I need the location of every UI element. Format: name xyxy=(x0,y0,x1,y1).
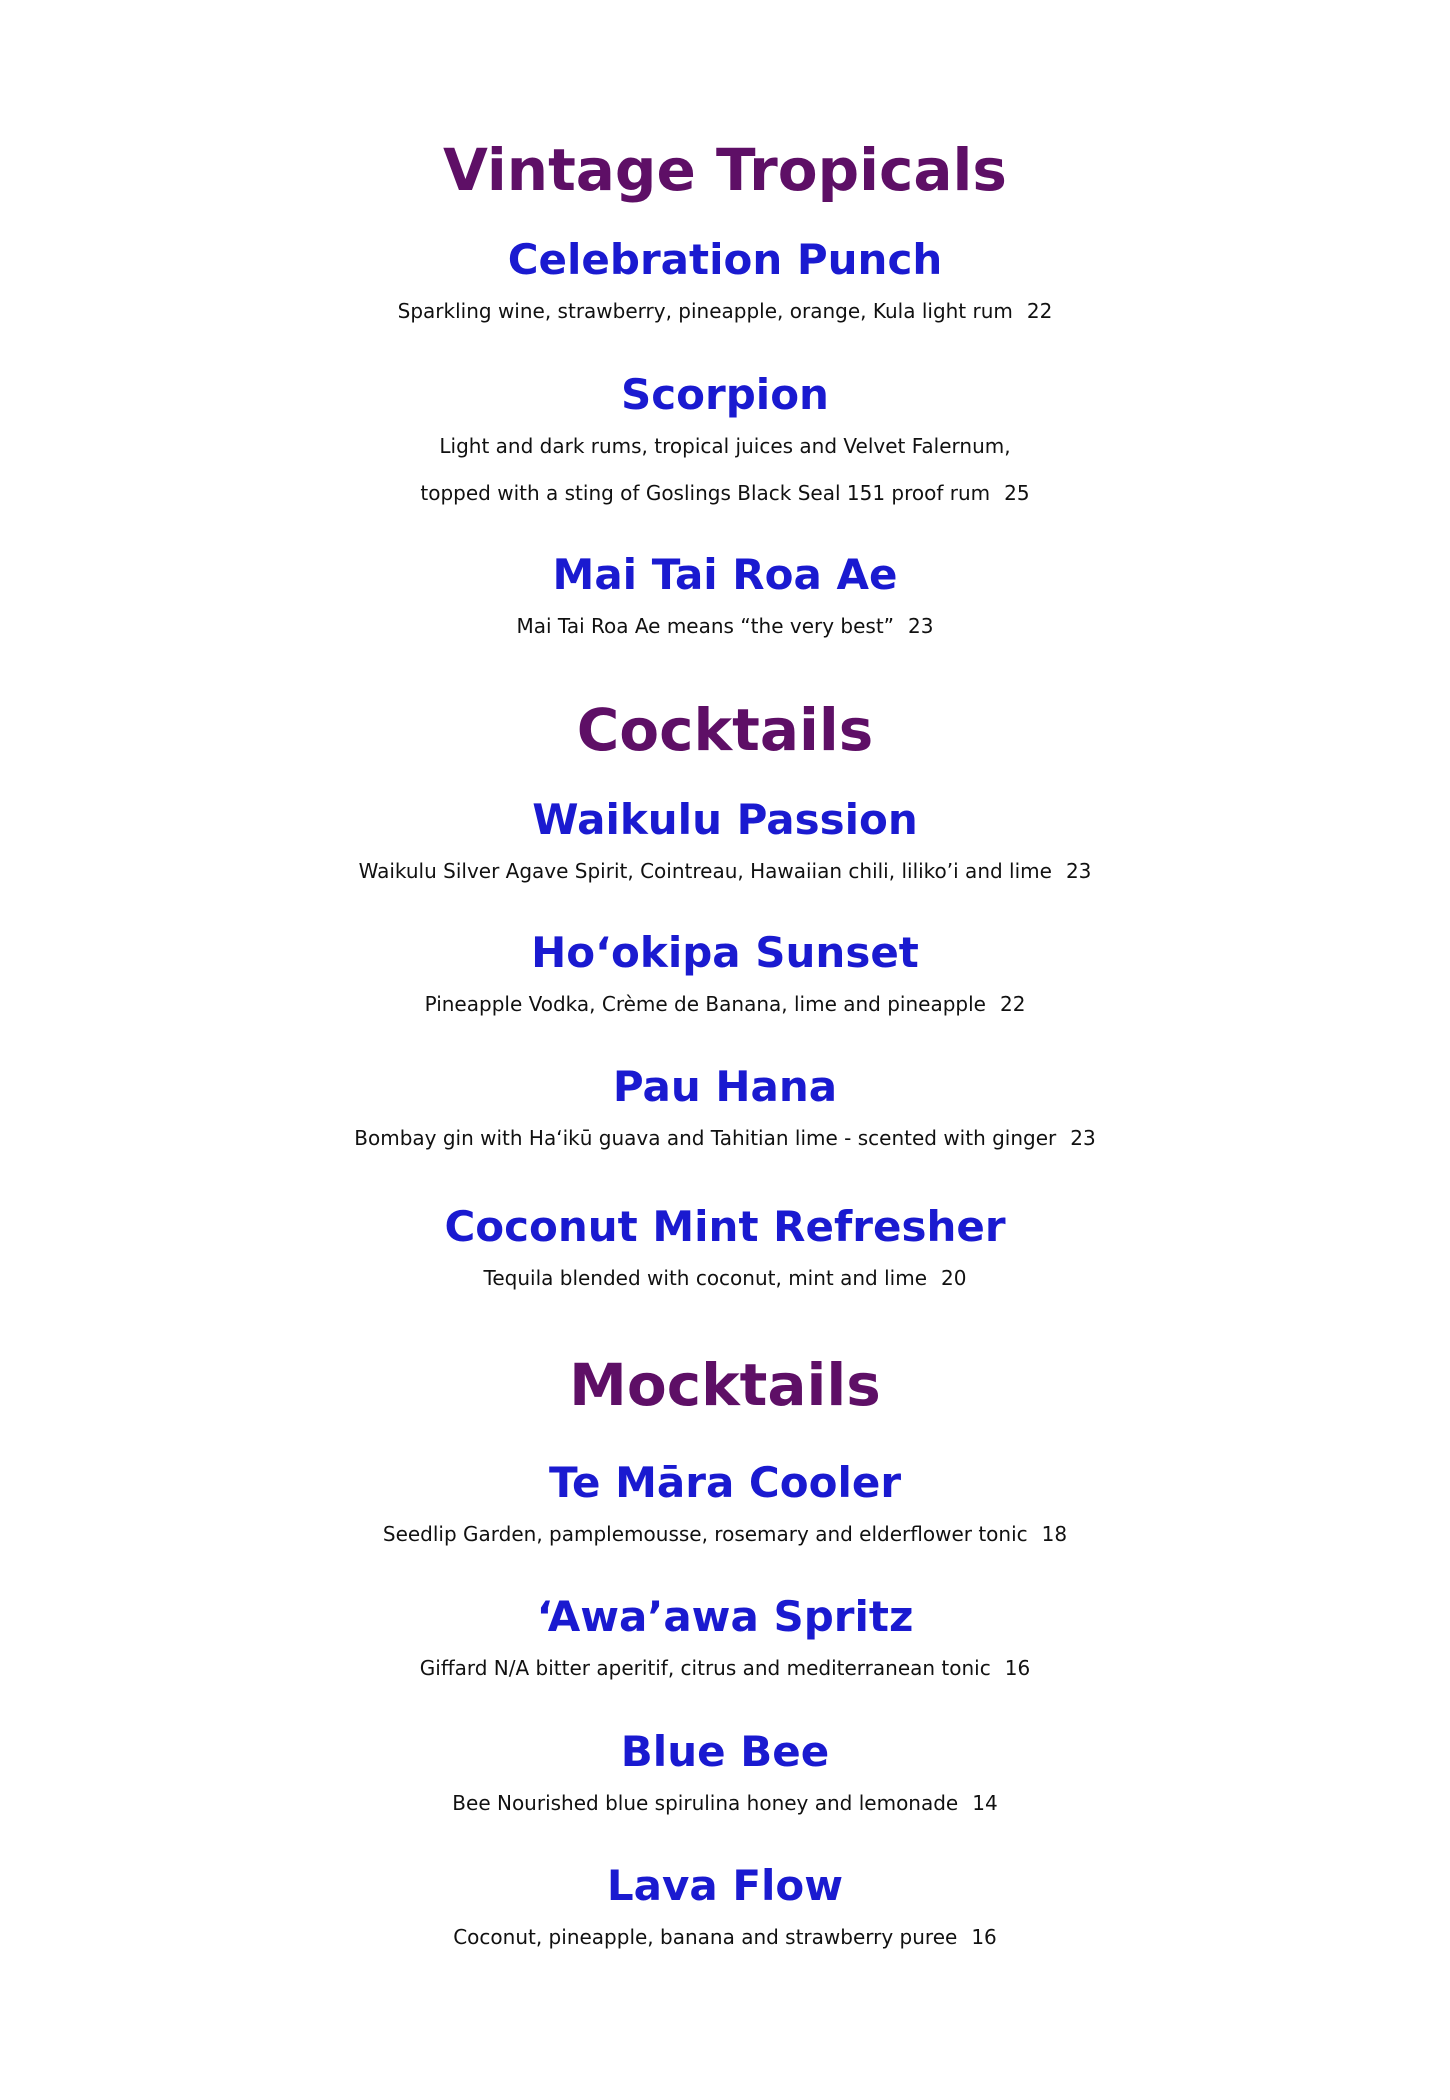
item-price: 22 xyxy=(999,992,1026,1016)
item-name-te-mara-cooler: Te Māra Cooler xyxy=(548,1458,902,1507)
item-desc-line: Tequila blended with coconut, mint and lime xyxy=(483,1266,927,1290)
item-price: 16 xyxy=(1004,1656,1031,1680)
item-desc-waikulu-passion xyxy=(0,847,1450,895)
item-name-lava-flow: Lava Flow xyxy=(606,1861,844,1910)
item-price: 14 xyxy=(972,1791,998,1815)
item-price: 23 xyxy=(1065,859,1092,883)
item-price: 22 xyxy=(1026,299,1053,323)
item-desc-line: Bombay gin with Ha‘ikū guava and Tahitian lime - scented with ginger xyxy=(354,1126,1057,1150)
item-price: 25 xyxy=(1004,481,1030,505)
item-desc-line: Waikulu Silver Agave Spirit, Cointreau, Hawaiian chili, liliko’i and lime xyxy=(358,859,1052,883)
item-name-awaawa-spritz: ‘Awa’awa Spritz xyxy=(536,1592,914,1641)
item-desc-line: Seedlip Garden, pamplemousse, rosemary and elderflower tonic xyxy=(382,1522,1028,1546)
item-desc-line: Light and dark rums, tropical juices and Velvet Falernum, xyxy=(439,434,1011,458)
section-title-vintage-tropicals: Vintage Tropicals xyxy=(443,136,1007,204)
item-desc-line: topped with a sting of Goslings Black Seal 151 proof rum xyxy=(420,481,991,505)
section-title-mocktails: Mocktails xyxy=(569,1351,881,1419)
item-desc-blue-bee xyxy=(0,1779,1450,1827)
item-desc-line: Coconut, pineapple, banana and strawberry puree xyxy=(453,1925,958,1949)
item-name-scorpion: Scorpion xyxy=(621,370,829,419)
item-name-waikulu-passion: Waikulu Passion xyxy=(532,795,918,844)
item-name-hookipa-sunset: Ho‘okipa Sunset xyxy=(531,928,919,977)
item-price: 16 xyxy=(971,1925,997,1949)
item-desc-line: Sparkling wine, strawberry, pineapple, orange, Kula light rum xyxy=(397,299,1013,323)
item-desc-celebration-punch xyxy=(0,287,1450,335)
item-price: 23 xyxy=(908,614,934,638)
item-price: 20 xyxy=(941,1266,967,1290)
item-name-mai-tai-roa-ae: Mai Tai Roa Ae xyxy=(552,550,898,599)
item-desc-line: Bee Nourished blue spirulina honey and lemonade xyxy=(452,1791,959,1815)
item-desc-awaawa-spritz xyxy=(0,1644,1450,1692)
item-name-blue-bee: Blue Bee xyxy=(620,1727,830,1776)
item-desc-scorpion-line-1 xyxy=(0,422,1450,470)
item-price: 18 xyxy=(1041,1522,1068,1546)
item-desc-scorpion-line-2 xyxy=(0,469,1450,517)
section-title-cocktails: Cocktails xyxy=(576,696,874,764)
item-desc-line: Giffard N/A bitter aperitif, citrus and mediterranean tonic xyxy=(419,1656,991,1680)
item-price: 23 xyxy=(1070,1126,1096,1150)
item-desc-line: Mai Tai Roa Ae means “the very best” xyxy=(516,614,895,638)
item-desc-hookipa-sunset xyxy=(0,980,1450,1028)
item-desc-lava-flow xyxy=(0,1913,1450,1961)
item-name-celebration-punch: Celebration Punch xyxy=(507,235,943,284)
item-name-pau-hana: Pau Hana xyxy=(612,1062,838,1111)
item-desc-te-mara-cooler xyxy=(0,1510,1450,1558)
item-name-coconut-mint-refresher: Coconut Mint Refresher xyxy=(444,1202,1006,1251)
item-desc-coconut-mint-refresher xyxy=(0,1254,1450,1302)
item-desc-line: Pineapple Vodka, Crème de Banana, lime and pineapple xyxy=(424,992,986,1016)
item-desc-pau-hana xyxy=(0,1114,1450,1162)
item-desc-mai-tai-roa-ae xyxy=(0,602,1450,650)
